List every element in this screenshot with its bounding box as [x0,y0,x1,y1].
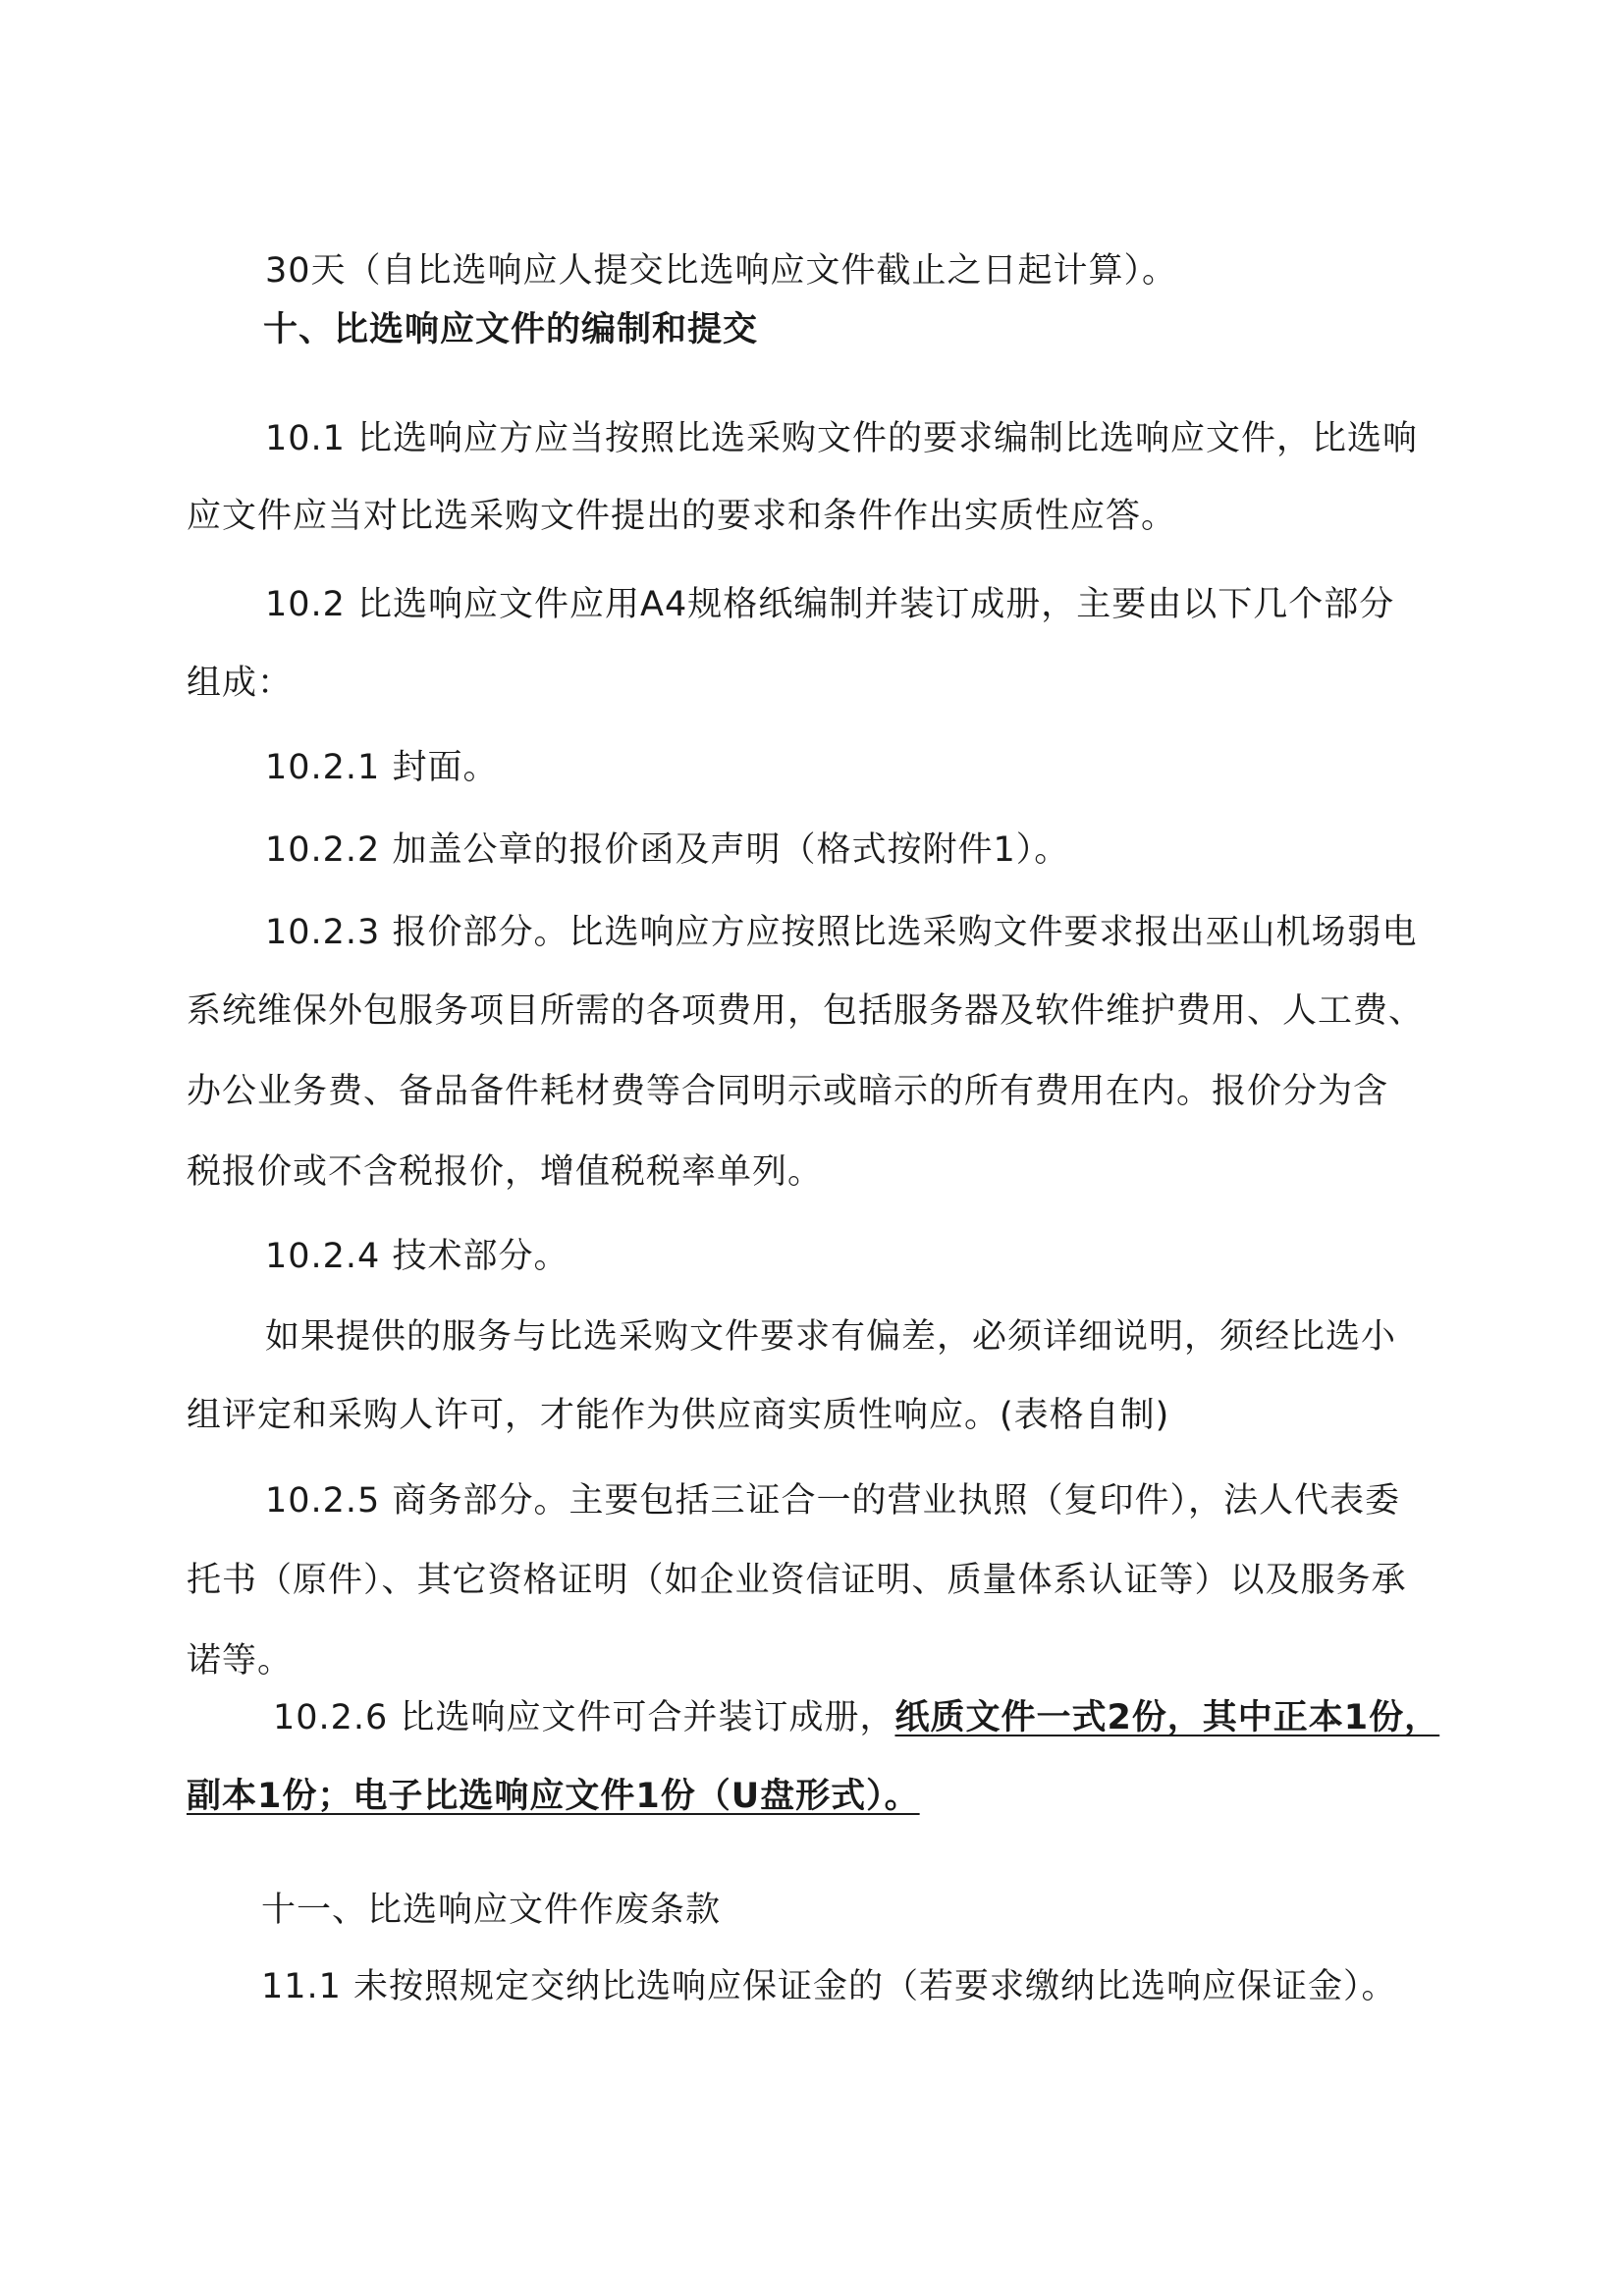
item-10-2-4: 10.2.4 技术部分。 [265,1237,569,1276]
paragraph-validity-cont: 30天（自比选响应人提交比选响应文件截止之日起计算）。 [265,251,1178,291]
item-10-2-6-emphasis-text: 纸质文件一式2份，其中正本1份， [894,1698,1440,1737]
paragraph-10-2-line2: 组成： [187,664,294,703]
section-11-heading: 十一、比选响应文件作废条款 [261,1891,722,1930]
item-10-2-3-line3: 办公业务费、备品备件耗材费等合同明示或暗示的所有费用在内。报价分为含 [187,1072,1389,1111]
item-10-2-1: 10.2.1 封面。 [265,748,499,787]
item-10-2-3-line2: 系统维保外包服务项目所需的各项费用，包括服务器及软件维护费用、人工费、 [187,991,1425,1031]
item-10-2-6-emphasis-cont: 副本1份；电子比选响应文件1份（U盘形式）。 [187,1777,920,1816]
item-11-1: 11.1 未按照规定交纳比选响应保证金的（若要求缴纳比选响应保证金）。 [261,1967,1397,2006]
section-10-heading: 十、比选响应文件的编制和提交 [263,310,759,349]
item-10-2-5-line3: 诺等。 [187,1641,294,1681]
item-10-2-6-plain-text: 10.2.6 比选响应文件可合并装订成册， [273,1698,895,1737]
item-10-2-5-line1: 10.2.5 商务部分。主要包括三证合一的营业执照（复印件），法人代表委 [265,1481,1400,1521]
item-10-2-3-line1: 10.2.3 报价部分。比选响应方应按照比选采购文件要求报出巫山机场弱电 [265,913,1418,952]
paragraph-10-2-line1: 10.2 比选响应文件应用A4规格纸编制并装订成册，主要由以下几个部分 [265,585,1395,624]
paragraph-deviation-line2: 组评定和采购人许可，才能作为供应商实质性响应。(表格自制) [187,1396,1170,1435]
paragraph-deviation-line1: 如果提供的服务与比选采购文件要求有偏差，必须详细说明，须经比选小 [265,1317,1397,1357]
paragraph-10-1-line2: 应文件应当对比选采购文件提出的要求和条件作出实质性应答。 [187,497,1177,536]
item-10-2-3-line4: 税报价或不含税报价，增值税税率单列。 [187,1152,824,1192]
paragraph-10-1-line1: 10.1 比选响应方应当按照比选采购文件的要求编制比选响应文件，比选响 [265,419,1419,458]
item-10-2-6-line1 [0,1694,1624,1741]
item-10-2-5-line2: 托书（原件）、其它资格证明（如企业资信证明、质量体系认证等）以及服务承 [187,1561,1407,1600]
item-10-2-6-line2 [0,1773,1624,1820]
item-10-2-2: 10.2.2 加盖公章的报价函及声明（格式按附件1）。 [265,830,1070,870]
